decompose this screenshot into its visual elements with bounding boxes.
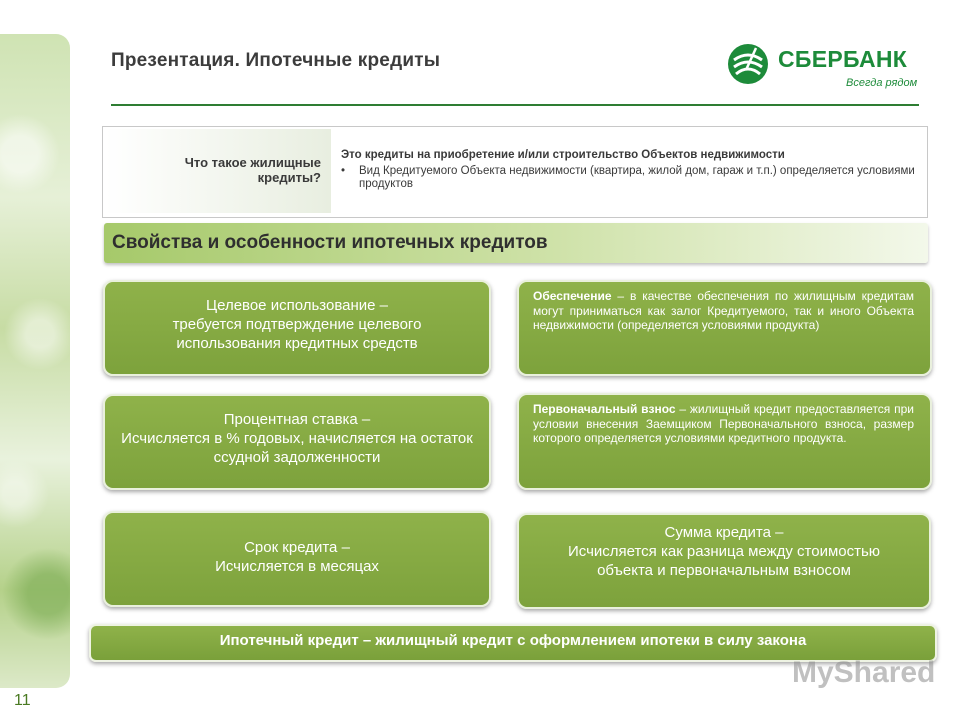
- card-term-body: Исчисляется в месяцах: [215, 558, 379, 575]
- card-term: [103, 511, 491, 607]
- definition-box: [102, 126, 928, 218]
- section-title: Свойства и особенности ипотечных кредитов: [112, 232, 548, 253]
- card-security-body: – в качестве обеспечения по жилищным кредитам могут приниматься как залог Кредитуемого, так и иного Объекта недвижимости (определяется условиями продукта): [533, 289, 914, 332]
- card-down-payment: [517, 393, 932, 490]
- card-rate-title: Процентная ставка –: [223, 411, 371, 428]
- decorative-leaf-strip: [0, 34, 70, 688]
- definition-label: Что такое жилищные кредиты?: [184, 155, 321, 185]
- card-amount: [517, 513, 931, 609]
- definition-heading: Это кредиты на приобретение и/или строительство Объектов недвижимости: [341, 149, 785, 161]
- definition-label-panel: [105, 129, 331, 213]
- card-term-title: Срок кредита –: [244, 539, 350, 556]
- footer-statement: Ипотечный кредит – жилищный кредит с оформлением ипотеки в силу закона: [89, 624, 937, 662]
- bullet-icon: •: [341, 165, 346, 177]
- brand-tagline: Всегда рядом: [846, 77, 918, 89]
- card-rate-body: Исчисляется в % годовых, начисляется на остаток ссудной задолженности: [121, 430, 473, 466]
- slide-title: Презентация. Ипотечные кредиты: [111, 50, 441, 71]
- card-down-payment-title: Первоначальный взнос: [533, 402, 676, 416]
- card-security: [517, 280, 932, 376]
- card-purpose: [103, 280, 491, 376]
- definition-bullet-text: Вид Кредитуемого Объекта недвижимости (квартира, жилой дом, гараж и т.п.) определяется условиями продуктов: [359, 165, 915, 190]
- page-number: 11: [14, 692, 31, 709]
- card-amount-title: Сумма кредита –: [664, 524, 784, 541]
- section-header: [104, 223, 928, 263]
- card-rate: [103, 394, 491, 490]
- card-down-payment-body: – жилищный кредит предоставляется при условии внесения Заемщиком Первоначального взноса, размер которого определяется условиями кредитного продукта.: [533, 402, 914, 445]
- card-purpose-body: требуется подтверждение целевого использования кредитных средств: [172, 316, 422, 352]
- card-security-title: Обеспечение: [533, 289, 612, 303]
- card-amount-body: Исчисляется как разница между стоимостью объекта и первоначальным взносом: [567, 543, 881, 579]
- brand-name: СБЕРБАНК: [778, 46, 908, 72]
- card-purpose-title: Целевое использование –: [206, 297, 388, 314]
- definition-bullet: [341, 165, 917, 191]
- title-divider: [111, 104, 919, 106]
- watermark: MyShared: [792, 656, 936, 689]
